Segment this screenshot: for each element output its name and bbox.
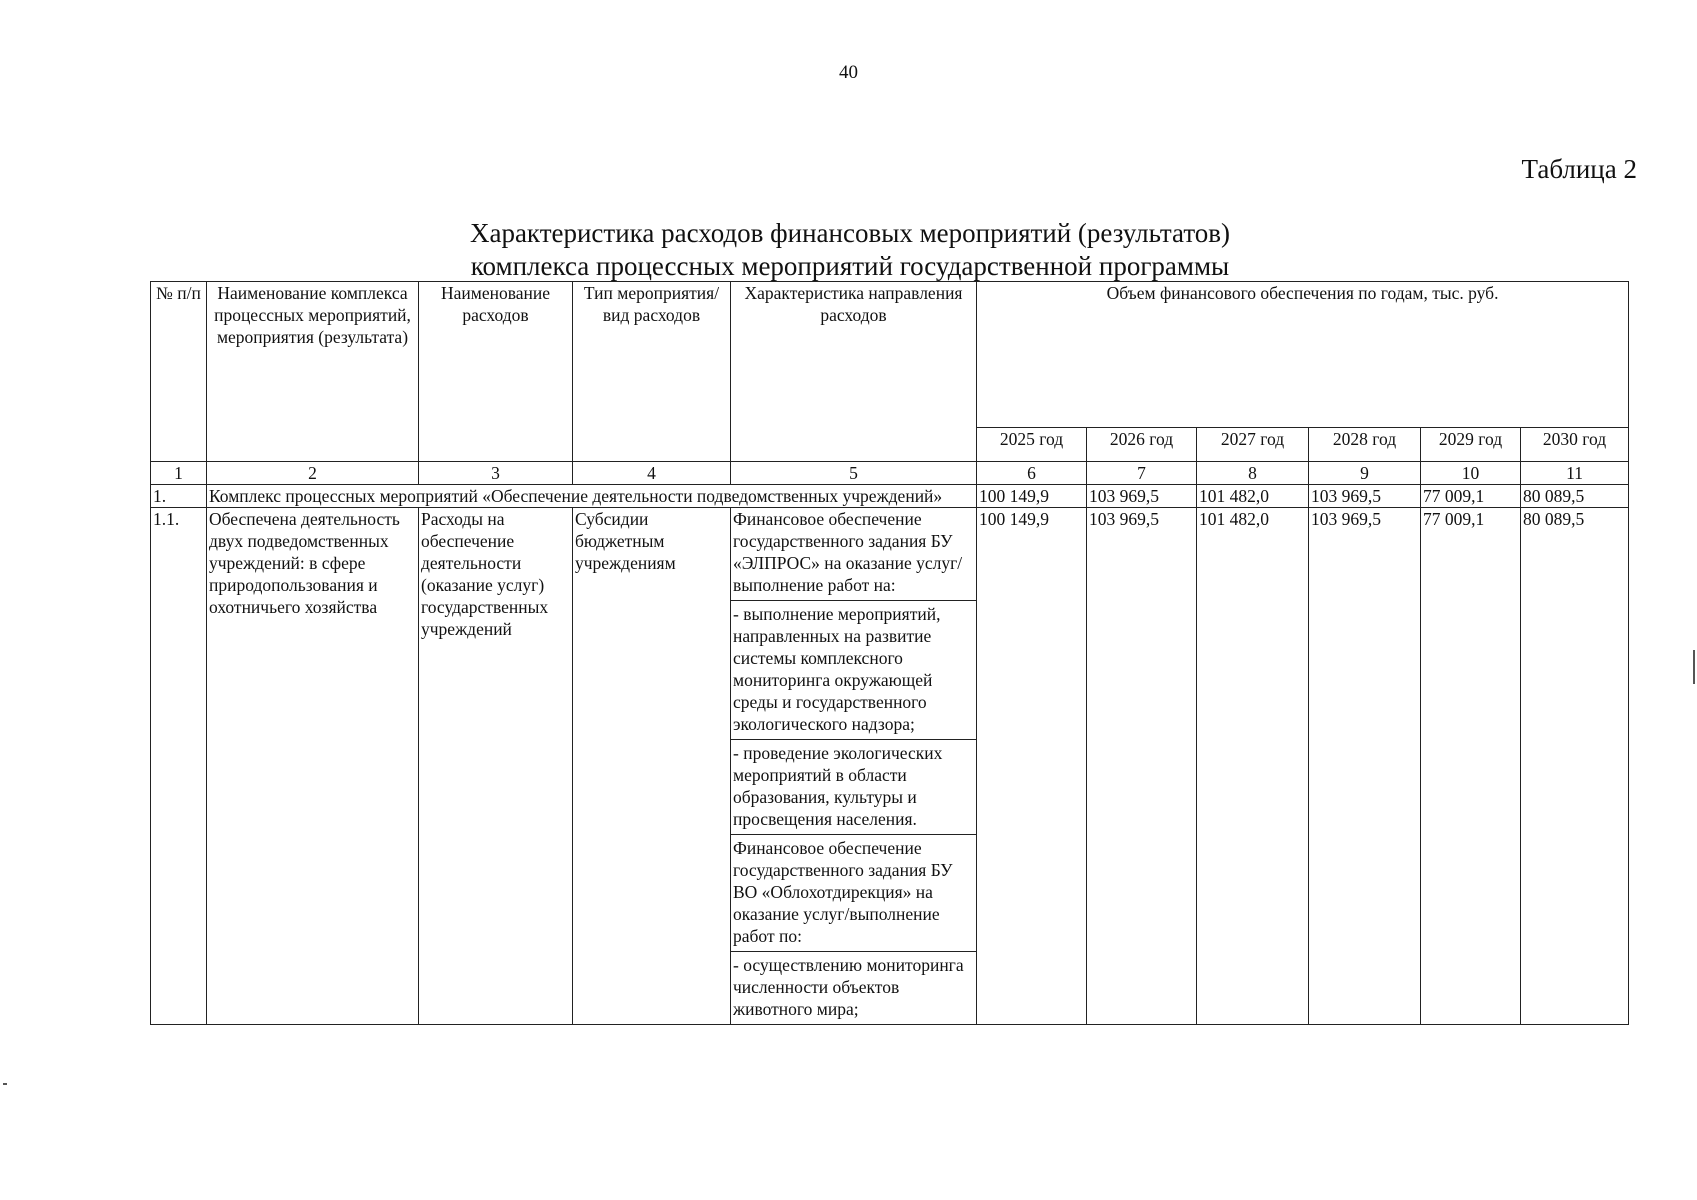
value-2025: 100 149,9 <box>977 485 1087 508</box>
value-2027: 101 482,0 <box>1197 485 1309 508</box>
year-2029: 2029 год <box>1421 428 1521 462</box>
column-number: 7 <box>1087 462 1197 485</box>
column-number: 9 <box>1309 462 1421 485</box>
table-row <box>151 485 1629 508</box>
column-numbers-row <box>151 462 1629 485</box>
event-name: Обеспечена деятельность двух подведомственных учреждений: в сфере природопользования и охотничьего хозяйства <box>207 508 419 1025</box>
table-label: Таблица 2 <box>1521 154 1637 184</box>
header-characteristics: Характеристика направления расходов <box>731 282 977 462</box>
characteristic-item: - выполнение мероприятий, направленных на развитие системы комплексного мониторинга окружающей среды и государственного экологического надзора; <box>731 600 976 739</box>
characteristic-item: Финансовое обеспечение государственного задания БУ «ЭЛПРОС» на оказание услуг/выполнение работ на: <box>733 509 963 595</box>
characteristic-item: Финансовое обеспечение государственного задания БУ ВО «Облохотдирекция» на оказание услуг/выполнение работ по: <box>731 834 976 951</box>
header-funding: Объем финансового обеспечения по годам, тыс. руб. <box>977 282 1629 428</box>
complex-name: Комплекс процессных мероприятий «Обеспечение деятельности подведомственных учреждений» <box>207 485 977 508</box>
column-number: 2 <box>207 462 419 485</box>
column-number: 11 <box>1521 462 1629 485</box>
row-number: 1. <box>151 485 207 508</box>
value-2026: 103 969,5 <box>1087 508 1197 1025</box>
value-2025: 100 149,9 <box>977 508 1087 1025</box>
header-row <box>151 282 1629 428</box>
year-2030: 2030 год <box>1521 428 1629 462</box>
title-line-1: Характеристика расходов финансовых мероприятий (результатов) <box>469 218 1231 248</box>
document-title <box>300 217 1400 283</box>
column-number: 4 <box>573 462 731 485</box>
table-row <box>151 508 1629 1025</box>
value-2026: 103 969,5 <box>1087 485 1197 508</box>
header-complex-name: Наименование комплекса процессных мероприятий, мероприятия (результата) <box>207 282 419 462</box>
value-2030: 80 089,5 <box>1521 485 1629 508</box>
page-number: 40 <box>839 62 858 83</box>
column-number: 8 <box>1197 462 1309 485</box>
header-number: № п/п <box>151 282 207 462</box>
year-2028: 2028 год <box>1309 428 1421 462</box>
scan-mark <box>1693 650 1695 684</box>
expenses-table <box>150 281 1629 1025</box>
scan-mark <box>3 1083 7 1085</box>
value-2029: 77 009,1 <box>1421 485 1521 508</box>
characteristic-item: - осуществлению мониторинга численности объектов животного мира; <box>731 951 976 1024</box>
value-2027: 101 482,0 <box>1197 508 1309 1025</box>
year-2027: 2027 год <box>1197 428 1309 462</box>
column-number: 10 <box>1421 462 1521 485</box>
value-2030: 80 089,5 <box>1521 508 1629 1025</box>
year-2025: 2025 год <box>977 428 1087 462</box>
characteristics-cell <box>731 508 977 1025</box>
value-2028: 103 969,5 <box>1309 508 1421 1025</box>
header-expense-name: Наименование расходов <box>419 282 573 462</box>
event-type: Субсидии бюджетным учреждениям <box>573 508 731 1025</box>
title-line-2: комплекса процессных мероприятий государственной программы <box>470 251 1230 281</box>
header-event-type: Тип мероприятия/вид расходов <box>573 282 731 462</box>
column-number: 5 <box>731 462 977 485</box>
row-number: 1.1. <box>151 508 207 1025</box>
characteristic-item: - проведение экологических мероприятий в области образования, культуры и просвещения населения. <box>731 739 976 834</box>
value-2028: 103 969,5 <box>1309 485 1421 508</box>
column-number: 3 <box>419 462 573 485</box>
column-number: 1 <box>151 462 207 485</box>
year-2026: 2026 год <box>1087 428 1197 462</box>
value-2029: 77 009,1 <box>1421 508 1521 1025</box>
expense-name: Расходы на обеспечение деятельности (оказание услуг) государственных учреждений <box>419 508 573 1025</box>
column-number: 6 <box>977 462 1087 485</box>
